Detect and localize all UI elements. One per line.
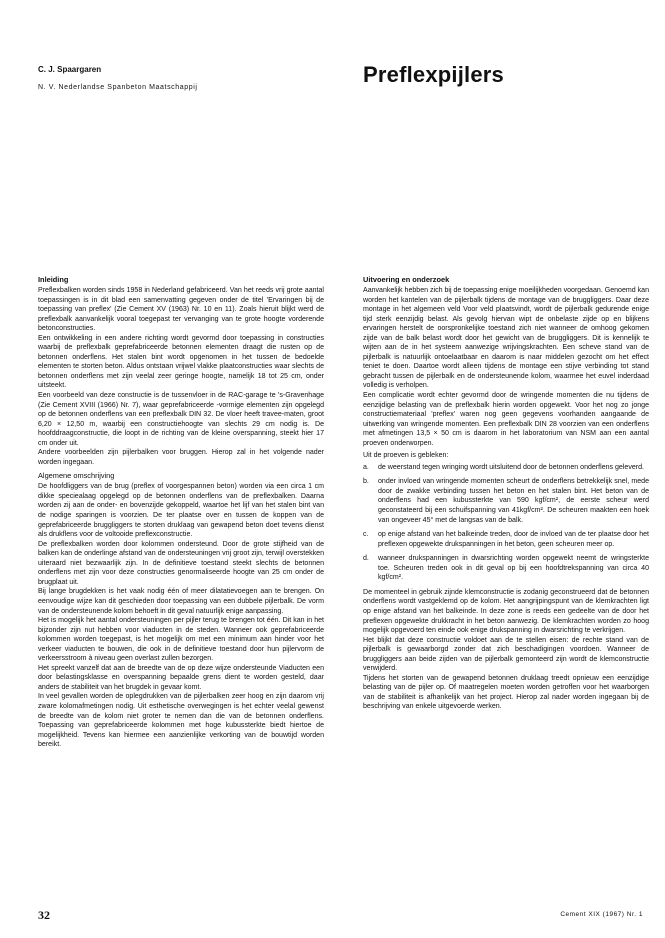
paragraph: Een ontwikkeling in een andere richting wordt gevormd door toepassing in constructies waarbij de preflexbalk geprefabriceerde betonnen elementen draagt die rusten op de betonnen onderflens. Het stalen bint wordt opgenomen in het tussen de bedoelde elementen te storten beton. Aldus ontstaan vrijwel vlakke plaatconstructies waar slechts de betonnen onderflens met zijn veelal zeer geringe hoogte, namelijk 18 tot 25 cm, onder uitsteekt. bbox=[38, 334, 324, 390]
list-item bbox=[363, 554, 649, 583]
author-affiliation: N. V. Nederlandse Spanbeton Maatschappij bbox=[38, 84, 198, 91]
paragraph: Het spreekt vanzelf dat aan de breedte van de op deze wijze ondersteunde Viaducten een door belastingsklasse en overspanning bepaalde grens dient te worden gesteld, daar anders de stabiliteit van het brugdek in gevaar komt. bbox=[38, 664, 324, 691]
paragraph: Aanvankelijk hebben zich bij de toepassing enige moeilijkheden voorgedaan. Genoemd kan worden het kantelen van de pijlerbalk tijdens de montage van de bruggliggers. Daar deze montage in het algemeen veld Voor veld plaatsvindt, wordt de pijlerbalk gedurende enige tijd sterk eenzijdig belast. Als gevolg hiervan wipt de onbelaste zijde op en blijkens ervaringen herstelt de oorspronkelijke toestand zich niet wanneer de omhoog gekomen zijde van de balk belast wordt door het gewicht van de bruggliggers. Dit is kennelijk te wijten aan de in het systeem aanwezige wrijvingskrachten. Een scheve stand van de pijlerbalk is natuurlijk ontoelaatbaar en daarom is naar middelen gezocht om het effect teniet te doen. Daartoe wordt alleen tijdens de montage een stijve verbinding tot stand gebracht tussen de pijlerbalk en de ondersteunende kolom, waarmee het euvel inderdaad volledig is verholpen. bbox=[363, 287, 649, 390]
list-item bbox=[363, 477, 649, 525]
section-heading-inleiding: Inleiding bbox=[38, 275, 69, 284]
paragraph: Preflexbalken worden sinds 1958 in Nederland gefabriceerd. Van het reeds vrij grote aantal toepassingen is in dit blad een samenvatting gegeven onder de titel 'Ervaringen bij de toepassing van preflex' (Zie Cement XV (1963) Nr. 10 en 11). Zoals hieruit blijkt werd de preflexbalk aanvankelijk vooral toegepast ter vervanging van te grote hoogte vorderende betonconstructies. bbox=[38, 287, 324, 333]
paragraph: Andere voorbeelden zijn pijlerbalken voor bruggen. Hierop zal in het volgende nader worden ingegaan. bbox=[38, 449, 324, 466]
article-title: Preflexpijlers bbox=[363, 62, 504, 87]
list-marker: c. bbox=[363, 531, 369, 539]
list-item bbox=[363, 530, 649, 549]
paragraph: Het is mogelijk het aantal ondersteuningen per pijler terug te brengen tot één. Dit kan in het bijzonder zijn nut hebben voor viaducten in de steden. Wanneer ook geprefabriceerde kolommen worden toegepast, is het mogelijk om met een minimum aan hinder voor het verkeer viaducten te bouwen, die ook in de definitieve toestand door hun pijlervorm de verkeersstroom à niveau geen overlast zullen bezorgen. bbox=[38, 617, 324, 663]
list-item-text: de weerstand tegen wringing wordt uitsluitend door de betonnen onderflens geleverd. bbox=[378, 463, 645, 471]
paragraph: De preflexbalken worden door kolommen ondersteund. Door de grote stijfheid van de balken kan de onderlinge afstand van de ondersteuningen vrij groot zijn, terwijl overstekken uiteraard niet bezwaarlijk zijn. In de definitieve toestand steekt slechts de betonnen onderflens met zijn voor deze constructies genormaliseerde hoogte van 25 cm onder de brugplaat uit. bbox=[38, 540, 324, 586]
paragraph: De hoofdliggers van de brug (preflex of voorgespannen beton) worden via een circa 1 cm dikke speciealaag opgelegd op de betonnen onderflens van de preflexbalken. Daarna worden zij aan de onder- en bovenzijde gekoppeld, waartoe het lijf van het stalen bint van de nodige sparingen is voorzien. De ter plaatse over en tussen de koppen van de geprefabriceerde bruggliggers te storten druklaag van gewapend beton doet tevens dienst als drukflens voor de voltooide preflexconstructie. bbox=[38, 483, 324, 539]
paragraph: Tijdens het storten van de gewapend betonnen druklaag treedt opnieuw een eenzijdige belasting van de pijler op. Of maatregelen moeten worden getroffen voor het waarborgen van de stabiliteit is afhankelijk van het project. Hierop zal nader worden ingegaan bij de beschrijving van enkele uitgevoerde werken. bbox=[363, 674, 649, 711]
right-column bbox=[363, 275, 649, 712]
list-marker: a. bbox=[363, 463, 369, 471]
paragraph: De momenteel in gebruik zijnde klemconstructie is zodanig geconstrueerd dat de betonnen onderflens wordt vastgeklemd op de kolom. Het aangrijpingspunt van de klemkrachten ligt op enige afstand van het balkeinde. In deze zone is reeds een gedeelte van de door het preflexen opgewekte drukkracht in het beton aanwezig. De klemkrachten worden zo hoog mogelijk opgevoerd ten einde ook enige drukspanning in dwarsrichting te verkrijgen. bbox=[363, 588, 649, 635]
author-name: C. J. Spaargaren bbox=[38, 65, 102, 74]
left-column bbox=[38, 275, 324, 750]
section-heading-uitvoering: Uitvoering en onderzoek bbox=[363, 275, 450, 284]
paragraph: In veel gevallen worden de oplegdrukken van de pijlerbalken zeer hoog en zijn daarom vrij zware kolomafmetingen nodig. Uit esthetische overwegingen is het echter veelal gewenst de breedte van de kolom niet groter te nemen dan die van de betonnen onderflens. Toepassing van geprefabriceerde kolommen met hoge kubussterkte biedt hiertoe de mogelijkheid. Tevens kan hiermee een aanzienlijke verkorting van de bouwtijd worden bereikt. bbox=[38, 693, 324, 749]
section-heading-algemene-omschrijving: Algemene omschrijving bbox=[38, 471, 115, 481]
list-item-text: onder invloed van wringende momenten scheurt de onderflens betrekkelijk snel, mede door de zwakke verbinding tussen het beton en het stalen bint. Het beton van de onderflens had een kubussterkte van 590 kgf/cm², de eerste scheur werd geconstateerd bij een schuifspanning van 41kgf/cm². De scheuren maakten een hoek van ongeveer 45° met de langsas van de balk. bbox=[378, 478, 649, 524]
paragraph: Het blijkt dat deze constructie voldoet aan de te stellen eisen: de rechte stand van de pijlerbalk is gewaarborgd zonder dat zich beschadigingen voordoen. Wanneer de bruggliggers aan beide zijden van de pijlerbalk gemonteerd zijn wordt de klemconstructie verwijderd. bbox=[363, 636, 649, 673]
proeven-intro: Uit de proeven is gebleken: bbox=[363, 452, 449, 460]
list-item-text: wanneer drukspanningen in dwarsrichting worden opgewekt neemt de wringsterkte toe. Scheuren treden ook in dit geval op bij een hoofdtrekspanning van circa 40 kgf/cm². bbox=[378, 555, 649, 582]
list-item-text: op enige afstand van het balkeinde treden, door de invloed van de ter plaatse door het preflexen opgewekte drukspanningen in het beton, geen scheuren meer op. bbox=[378, 531, 649, 548]
paragraph: Een complicatie wordt echter gevormd door de wringende momenten die nu tijdens de eenzijdige belasting van de preflexbalk hierin worden opgewekt. Voor het nog zo jonge constructiemateriaal 'preflex' waren nog geen gegevens voorhanden aangaande de uitwerking van wringende momenten. Een preflexbalk DIN 28 voorzien van een onderflens met afmetingen 13,5 × 50 cm is daarom in het laboratorium van NSM aan een aantal proeven onderworpen. bbox=[363, 392, 649, 447]
list-marker: d. bbox=[363, 555, 369, 563]
paragraph: Bij lange brugdekken is het vaak nodig één of meer dilatatievoegen aan te brengen. On eenvoudige wijze kan dit geschieden door toepassing van een dubbele pijlerbalk. De vorm van de ondersteunende kolom behoeft in dit geval natuurlijk enige aanpassing. bbox=[38, 588, 324, 615]
list-marker: b. bbox=[363, 478, 369, 486]
paragraph: Een voorbeeld van deze constructie is de tussenvloer in de RAC-garage te 's-Gravenhage (Zie Cement XVIII (1966) Nr. 7), waar geprefabriceerde -vormige elementen zijn opgelegd op de betonnen onderflens van een preflexbalk DIN 32. De vloer heeft travee-maten, groot 6,20 × 12,50 m, waarbij een constructiehoogte van slechts 29 cm nodig is. De hoofddraagconstructie, die loopt in de richting van de kleine overspanning, steekt hier 17 cm onder uit. bbox=[38, 392, 324, 447]
proeven-list bbox=[363, 463, 649, 583]
list-item bbox=[363, 463, 649, 473]
page-number: 32 bbox=[38, 908, 50, 922]
journal-footer: Cement XIX (1967) Nr. 1 bbox=[560, 911, 643, 918]
